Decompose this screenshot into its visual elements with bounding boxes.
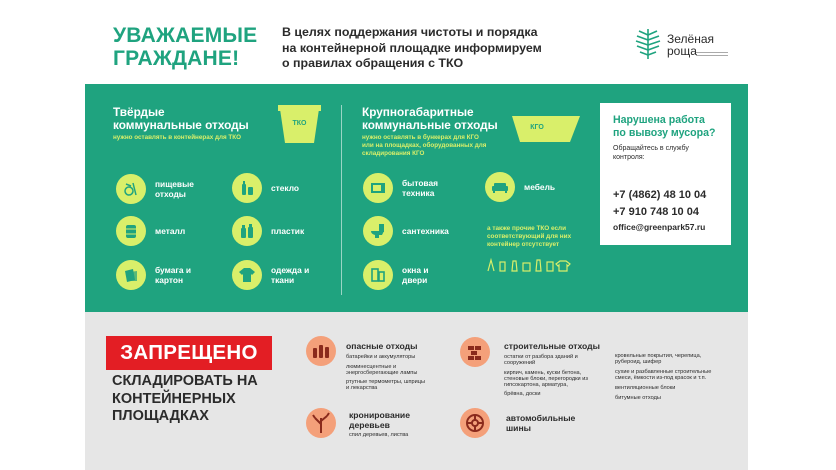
item-furniture: мебель <box>485 172 555 202</box>
construction-line: сооружений <box>504 360 536 366</box>
phone-2[interactable]: +7 910 748 10 04 <box>613 206 699 218</box>
hazard-line: и лекарства <box>346 385 378 391</box>
contact-subtitle: Обращайтесь в службу контроля: <box>613 145 689 161</box>
construction-line: гипсокартона, арматура, <box>504 382 568 388</box>
construction-line: брёвна, доски <box>504 391 541 397</box>
construction-line: стеновые блоки, перегородки из <box>504 376 588 382</box>
construction-line: смеси, ёмкости из-под красок и т.п. <box>615 375 707 381</box>
hazard-line: ртутные термометры, шприцы <box>346 379 425 385</box>
hazardous-waste-icon <box>306 336 336 366</box>
also-note: а также прочие ТКО если соответствующий для них контейнер отсутствует <box>487 225 572 248</box>
item-glass: стекло <box>232 173 299 203</box>
construction-line: остатки от разбора зданий и <box>504 354 578 360</box>
column-divider <box>341 105 342 295</box>
trees-line: спил деревьев, листва <box>349 432 409 438</box>
misc-items-icons <box>485 257 583 273</box>
email-link[interactable]: office@greenpark57.ru <box>613 222 706 232</box>
construction-line: кровельные покрытия, черепица, <box>615 353 702 359</box>
metal-can-icon <box>116 216 146 246</box>
intro-text: В целях поддержания чистоты и порядка на контейнерной площадке информируем о правилах обращения с ТКО <box>282 25 542 70</box>
hazard-line: батарейки и аккумуляторы <box>346 354 416 360</box>
prohibited-subtitle: СКЛАДИРОВАТЬ НА КОНТЕЙНЕРНЫХ ПЛОЩАДКАХ <box>112 373 258 424</box>
toilet-icon <box>363 216 393 246</box>
hazard-title: опасные отходы <box>346 341 418 351</box>
logo-divider <box>696 52 728 56</box>
sofa-icon <box>485 172 515 202</box>
bulky-title: Крупногабаритные коммунальные отходы <box>362 105 498 132</box>
tire-icon <box>460 408 490 438</box>
tires-title: автомобильные шины <box>506 413 576 433</box>
glass-icon <box>232 173 262 203</box>
tree-pruning-icon <box>306 408 336 438</box>
item-windows-doors: окна и двери <box>363 260 429 290</box>
item-plastic: пластик <box>232 216 304 246</box>
item-plumbing: сантехника <box>363 216 449 246</box>
leaf-logo-icon <box>633 27 663 61</box>
item-appliances: бытовая техника <box>363 173 438 203</box>
microwave-icon <box>363 173 393 203</box>
hazard-line: энергосберегающие лампы <box>346 370 418 376</box>
construction-line: кирпич, камень, куски бетона, <box>504 370 582 376</box>
clothes-icon <box>232 260 262 290</box>
plastic-bottle-icon <box>232 216 262 246</box>
item-metal: металл <box>116 216 185 246</box>
paper-icon <box>116 260 146 290</box>
solid-title: Твёрдые коммунальные отходы <box>113 105 249 132</box>
item-food-waste: пищевые отходы <box>116 174 194 204</box>
item-paper: бумага и картон <box>116 260 191 290</box>
hazard-line: люминесцентные и <box>346 364 397 370</box>
contact-title: Нарушена работа по вывозу мусора? <box>613 114 716 139</box>
logo-text: Зелёная роща <box>667 32 714 58</box>
kgo-bin-label: КГО <box>530 124 544 131</box>
window-icon <box>363 260 393 290</box>
construction-line: битумные отходы <box>615 395 661 401</box>
tko-bin-label: ТКО <box>292 120 307 127</box>
solid-subtitle: нужно оставлять в контейнерах для ТКО <box>113 134 241 141</box>
bulky-subtitle: нужно оставлять в бункерах для КГО или на площадках, оборудованных для складирования КГО <box>362 134 487 157</box>
logo <box>633 27 743 67</box>
prohibited-banner: ЗАПРЕЩЕНО <box>106 336 272 370</box>
construction-waste-icon <box>460 337 490 367</box>
construction-line: рубероид, шифер <box>615 359 662 365</box>
page-title: УВАЖАЕМЫЕ ГРАЖДАНЕ! <box>113 24 258 70</box>
food-waste-icon <box>116 174 146 204</box>
phone-1[interactable]: +7 (4862) 48 10 04 <box>613 189 707 201</box>
construction-line: сухие и разбавленные строительные <box>615 369 712 375</box>
construction-title: строительные отходы <box>504 341 600 351</box>
construction-line: вентиляционные блоки <box>615 385 676 391</box>
trees-title: кронирование деревьев <box>349 410 410 430</box>
item-clothes: одежда и ткани <box>232 260 309 290</box>
